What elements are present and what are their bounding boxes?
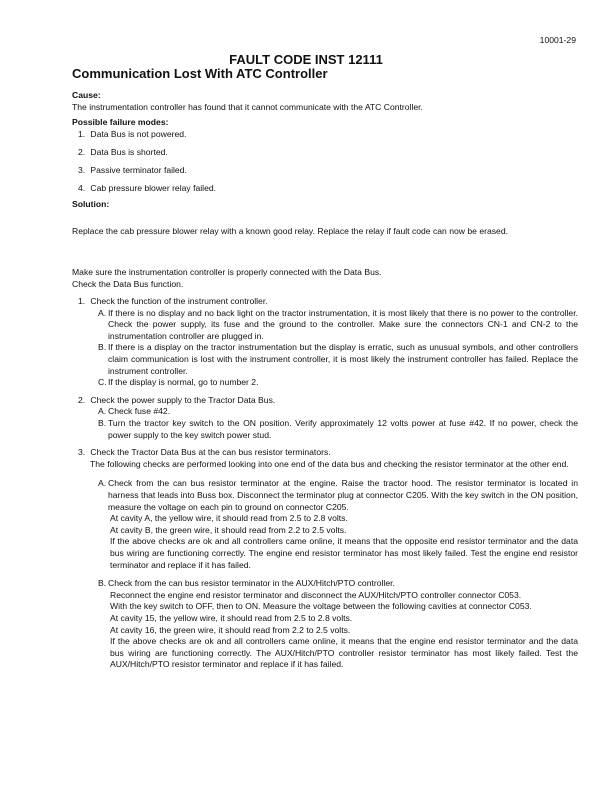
sub-step-detail: At cavity B, the green wire, it should read from 2.2 to 2.5 volts. (110, 524, 347, 535)
sub-step-text: If there is a display on the tractor instrumentation but the display is erratic, such as unusual symbols, and other controllers claim communication is lost with the instrument controller, it is most likely the instrument controller has failed. Replace the instrument controller. (108, 342, 578, 376)
document-body (72, 90, 578, 677)
step-number: 3. (78, 447, 86, 458)
sub-step-detail: At cavity A, the yellow wire, it should read from 2.5 to 2.8 volts. (110, 513, 348, 524)
sub-step-text: Check from the can bus resistor terminator at the engine. Raise the tractor hood. The resistor terminator is located in harness that leads into Buss box. Disconnect the terminator plug at connector C205. With the key switch in the ON position, measure the voltage on each pin to ground on connector C205. (108, 478, 578, 512)
step-note: The following checks are performed looking into one end of the data bus and checking the resistor terminator at the other end. (90, 458, 569, 469)
sub-step (72, 377, 578, 389)
sub-step-letter: C. (98, 377, 107, 388)
solution-heading: Solution: (72, 198, 110, 209)
intro-line: Make sure the instrumentation controller is properly connected with the Data Bus. (72, 266, 382, 277)
sub-step-detail: If the above checks are ok and all controllers came online, it means that the opposite end resistor terminator and the data bus wiring are functioning correctly. The engine end resistor terminator has most likely failed. Test the engine end resistor terminator and replace if it has failed. (110, 536, 578, 570)
steps-list (72, 296, 578, 671)
failure-modes-list (72, 129, 578, 195)
step-heading (72, 296, 578, 308)
step-text: Check the function of the instrument controller. (90, 296, 268, 307)
step-number: 2. (78, 394, 86, 405)
failure-mode-item (72, 183, 578, 195)
failure-modes-heading: Possible failure modes: (72, 117, 169, 128)
list-number: 1. (78, 128, 86, 139)
sub-step-text: Check from the can bus resistor terminator in the AUX/Hitch/PTO controller. (108, 578, 395, 589)
failure-mode-text: Data Bus is not powered. (90, 128, 187, 139)
sub-step-detail: If the above checks are ok and all controllers came online, it means that the engine end resistor terminator and the data bus wiring are functioning correctly. The AUX/Hitch/PTO controller resistor terminator has most likely failed. Test the AUX/Hitch/PTO resistor terminator and replace if it has failed. (110, 636, 578, 670)
sub-step-text: If the display is normal, go to number 2. (108, 377, 259, 388)
sub-step-text: Turn the tractor key switch to the ON position. Verify approximately 12 volts power at fuse #42. If no power, check the power supply to the key switch power stud. (108, 418, 578, 440)
step-text: Check the power supply to the Tractor Data Bus. (90, 394, 276, 405)
step-heading (72, 447, 578, 459)
solution-text: Replace the cab pressure blower relay with a known good relay. Replace the relay if fault code can now be erased. (72, 226, 508, 237)
sub-step (72, 578, 578, 671)
failure-mode-text: Passive terminator failed. (90, 164, 187, 175)
sub-step-letter: B. (98, 578, 107, 589)
page-number: 10001-29 (539, 35, 576, 45)
step-number: 1. (78, 296, 86, 307)
sub-step-letter: A. (98, 478, 107, 489)
sub-step-letter: A. (98, 307, 107, 318)
sub-step (72, 308, 578, 343)
cause-text: The instrumentation controller has found that it cannot communicate with the ATC Controller. (72, 101, 423, 112)
failure-mode-text: Data Bus is shorted. (90, 146, 168, 157)
step-text: Check the Tractor Data Bus at the can bus resistor terminators. (90, 447, 331, 458)
list-number: 4. (78, 182, 86, 193)
failure-modes-section (72, 117, 578, 194)
sub-step-detail: At cavity 16, the green wire, it should read from 2.2 to 2.5 volts. (110, 624, 351, 635)
failure-mode-item (72, 147, 578, 159)
sub-step-letter: A. (98, 406, 107, 417)
failure-mode-item (72, 129, 578, 141)
cause-section (72, 90, 578, 113)
cause-heading: Cause: (72, 90, 101, 100)
intro-section (72, 267, 578, 290)
sub-step-detail: At cavity 15, the yellow wire, it should read from 2.5 to 2.8 volts. (110, 612, 353, 623)
fault-code-title: FAULT CODE INST 12111 (229, 52, 383, 67)
list-number: 2. (78, 146, 86, 157)
sub-step (72, 342, 578, 377)
step-3 (72, 447, 578, 671)
sub-step-detail: Reconnect the engine end resistor terminator and disconnect the AUX/Hitch/PTO controller connector C053. (110, 589, 522, 600)
sub-step (72, 418, 578, 441)
sub-step-letter: B. (98, 418, 107, 429)
fault-subtitle: Communication Lost With ATC Controller (72, 66, 328, 81)
sub-step-letter: B. (98, 342, 107, 353)
solution-section (72, 199, 578, 238)
sub-step (72, 478, 578, 571)
list-number: 3. (78, 164, 86, 175)
step-1 (72, 296, 578, 389)
step-2 (72, 395, 578, 441)
step-heading (72, 395, 578, 407)
intro-line: Check the Data Bus function. (72, 278, 184, 289)
failure-mode-item (72, 165, 578, 177)
sub-step (72, 406, 578, 418)
sub-step-text: If there is no display and no back light on the tractor instrumentation, it is most likely that there is no power to the controller. Check the power supply, its fuse and the ground to the controller. Make sure the connectors CN-1 and CN-2 to the instrumentation controller are plugged in. (108, 307, 578, 341)
sub-step-detail: With the key switch to OFF, then to ON. Measure the voltage between the following cavities at connector C053. (110, 601, 532, 612)
failure-mode-text: Cab pressure blower relay failed. (90, 182, 217, 193)
sub-step-text: Check fuse #42. (108, 406, 171, 417)
